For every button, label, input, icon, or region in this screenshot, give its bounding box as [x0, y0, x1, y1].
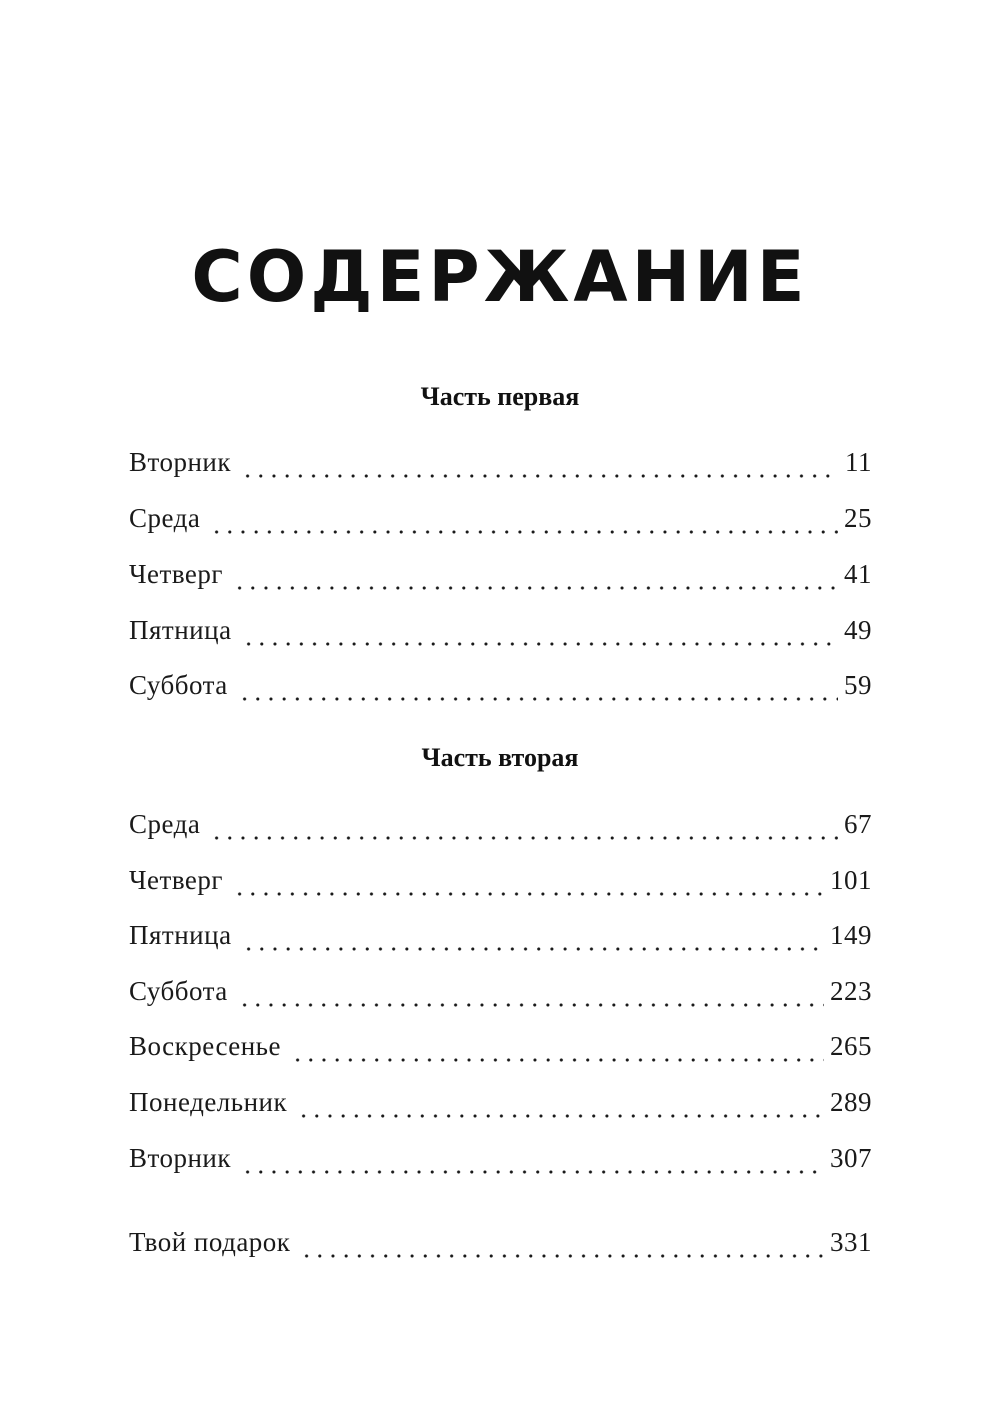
toc-entry-page: 11: [845, 447, 872, 477]
dot-leader: [233, 571, 838, 591]
toc-entry-page: 265: [830, 1031, 872, 1061]
toc-entry[interactable]: [129, 500, 872, 536]
toc-entry-page: 67: [844, 809, 872, 839]
dot-leader: [233, 877, 824, 897]
toc-entry-page: 331: [830, 1227, 872, 1257]
dot-leader: [210, 515, 838, 535]
toc-entry-title: Вторник: [129, 1143, 231, 1173]
toc-entry-page: 25: [844, 503, 872, 533]
dot-leader: [238, 988, 824, 1008]
dot-leader: [241, 459, 839, 479]
dot-leader: [297, 1099, 824, 1119]
toc-entry-title: Пятница: [129, 920, 232, 950]
toc-entry-title: Четверг: [129, 865, 223, 895]
toc-entry-title: Среда: [129, 503, 201, 533]
toc-entry-title: Пятница: [129, 615, 232, 645]
toc-entry[interactable]: [129, 444, 872, 480]
dot-leader: [241, 1155, 824, 1175]
page-title: СОДЕРЖАНИЕ: [191, 236, 809, 318]
toc-entry[interactable]: [129, 556, 872, 592]
toc-entry-title: Понедельник: [129, 1087, 288, 1117]
toc-entry-page: 289: [830, 1087, 872, 1117]
part-two-heading: Часть вторая: [421, 743, 579, 772]
toc-entry-gift[interactable]: [129, 1224, 872, 1260]
dot-leader: [238, 682, 838, 702]
toc-entry-title: Твой подарок: [129, 1227, 291, 1257]
dot-leader: [300, 1239, 824, 1259]
toc-entry-page: 307: [830, 1143, 872, 1173]
toc-entry-title: Среда: [129, 809, 201, 839]
toc-entry-page: 223: [830, 976, 872, 1006]
toc-entry[interactable]: [129, 1028, 872, 1064]
toc-entry-page: 49: [844, 615, 872, 645]
dot-leader: [242, 627, 838, 647]
toc-entry-page: 149: [830, 920, 872, 950]
toc-entry-title: Вторник: [129, 447, 231, 477]
toc-entry[interactable]: [129, 806, 872, 842]
toc-entry[interactable]: [129, 862, 872, 898]
part-one-heading: Часть первая: [420, 382, 580, 411]
toc-entry-title: Суббота: [129, 670, 228, 700]
toc-entry[interactable]: [129, 612, 872, 648]
toc-entry-page: 59: [844, 670, 872, 700]
toc-entry[interactable]: [129, 917, 872, 953]
toc-entry-page: 41: [844, 559, 872, 589]
dot-leader: [210, 821, 838, 841]
toc-entry-title: Воскресенье: [129, 1031, 281, 1061]
dot-leader: [291, 1043, 824, 1063]
toc-entry-title: Суббота: [129, 976, 228, 1006]
toc-entry-page: 101: [830, 865, 872, 895]
dot-leader: [242, 932, 824, 952]
toc-entry-title: Четверг: [129, 559, 223, 589]
toc-entry[interactable]: [129, 667, 872, 703]
toc-entry[interactable]: [129, 973, 872, 1009]
toc-entry[interactable]: [129, 1084, 872, 1120]
toc-entry[interactable]: [129, 1140, 872, 1176]
